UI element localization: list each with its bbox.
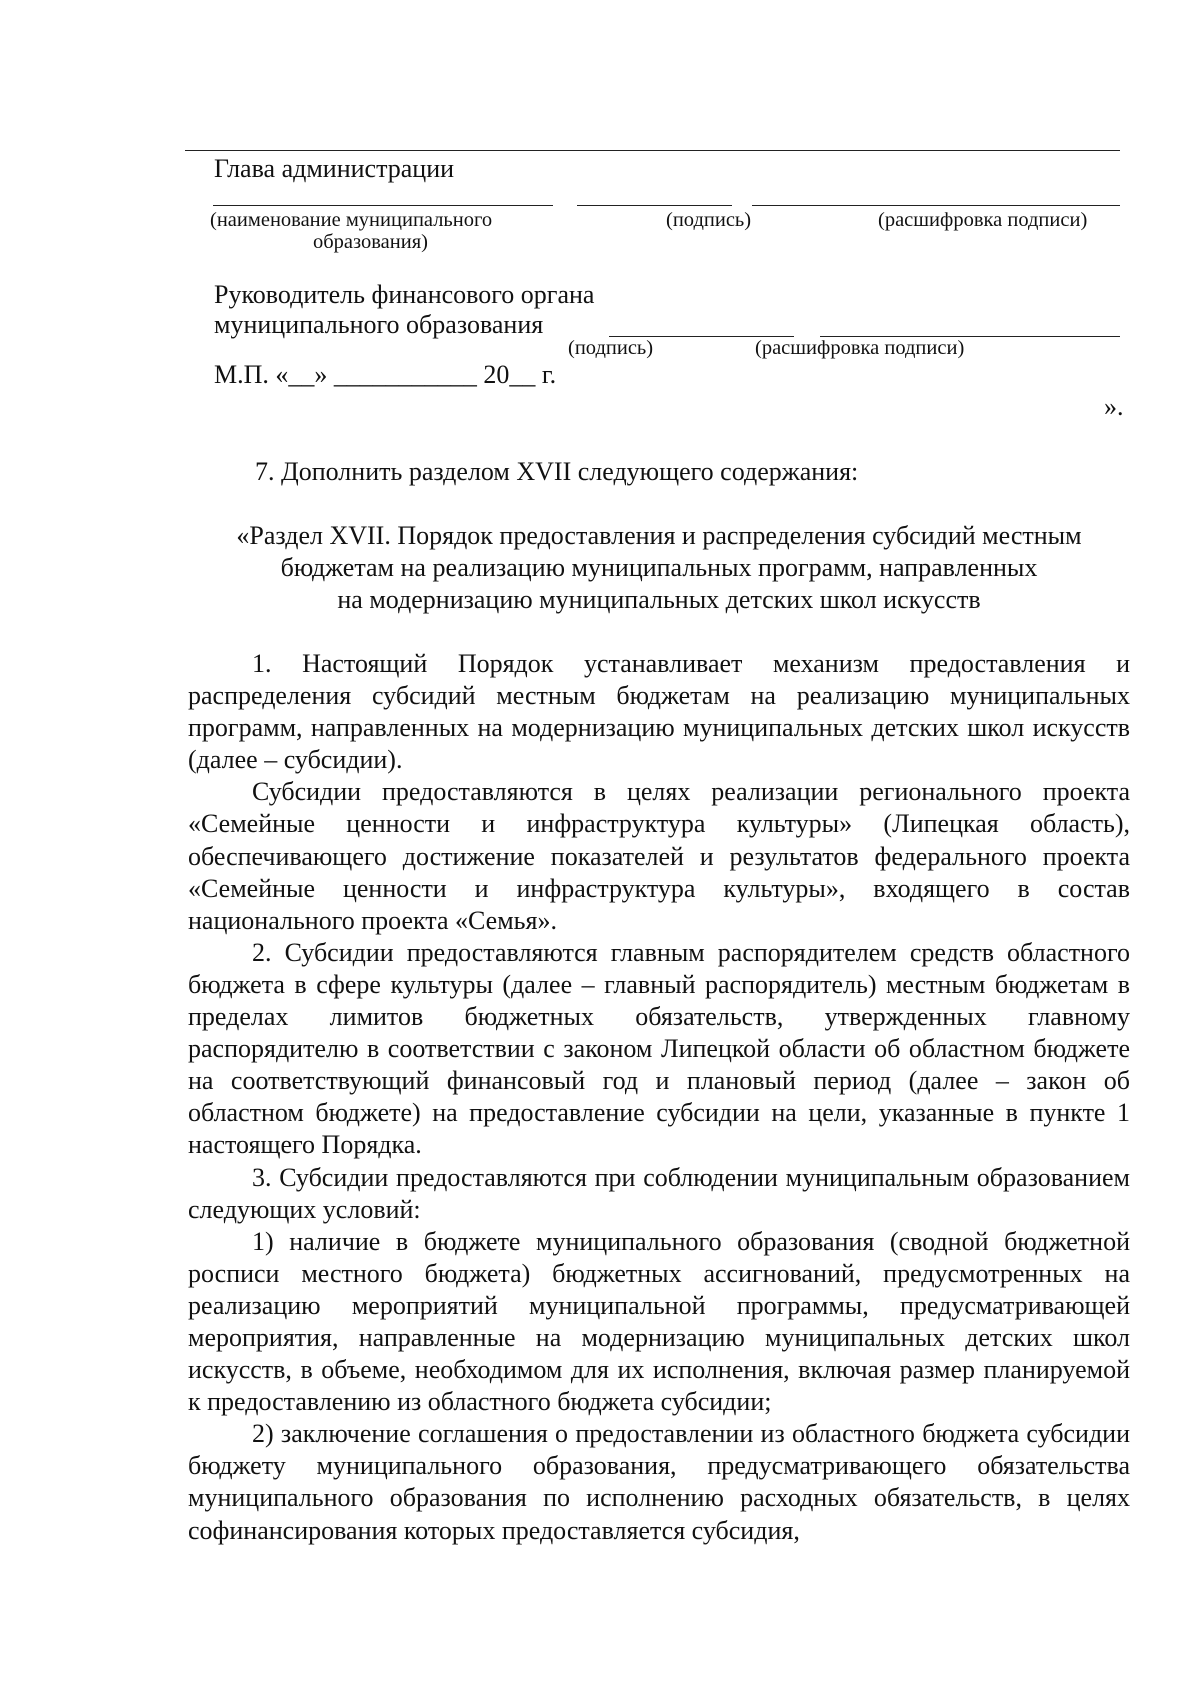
decoding-line	[752, 205, 1120, 206]
finance-title-2: муниципального образования	[214, 310, 544, 339]
head-caption-signature: (подпись)	[666, 209, 752, 231]
finance-caption-decoding: (расшифровка подписи)	[755, 337, 965, 359]
head-title: Глава администрации	[214, 154, 455, 183]
head-caption-decoding: (расшифровка подписи)	[878, 209, 1088, 231]
paragraph-1: 1. Настоящий Порядок устанавливает механизм предоставления и распределения субсидий местным бюджетам на реализацию муниципальных программ, направленных на модернизацию муниципальных детских школ искусств (далее – субсидии).	[188, 649, 1130, 775]
section-title-line-3: на модернизацию муниципальных детских школ искусств	[337, 585, 981, 614]
signature-line	[577, 205, 732, 206]
closing-quote: ».	[1104, 392, 1124, 421]
paragraph-6: 2) заключение соглашения о предоставлении из областного бюджета субсидии бюджету муниципального образования, предусматривающего обязательства муниципального образования по исполнению расходных обязательств, в целях софинансирования которых предоставляется субсидия,	[188, 1419, 1130, 1545]
top-rule	[185, 150, 1120, 151]
paragraph-4: 3. Субсидии предоставляются при соблюдении муниципальным образованием следующих условий:	[188, 1162, 1130, 1224]
paragraph-2: Субсидии предоставляются в целях реализации регионального проекта «Семейные ценности и инфраструктура культуры» (Липецкая область), обеспечивающего достижение показателей и результатов федерального проекта «Семейные ценности и инфраструктура культуры», входящего в состав национального проекта «Семья».	[188, 777, 1130, 935]
paragraph-3: 2. Субсидии предоставляются главным распорядителем средств областного бюджета в сфере культуры (далее – главный распорядитель) местным бюджетам в пределах лимитов бюджетных обязательств, утвержденных главному распорядителю в соответствии с законом Липецкой области об областном бюджете на соответствующий финансовый год и плановый период (далее – закон об областном бюджете) на предоставление субсидии на цели, указанные в пункте 1 настоящего Порядка.	[188, 937, 1130, 1160]
body-text	[188, 648, 1130, 1547]
section-title-line-2: бюджетам на реализацию муниципальных программ, направленных	[280, 553, 1038, 582]
name-line	[213, 205, 553, 206]
finance-title-1: Руководитель финансового органа	[214, 280, 595, 309]
section-title	[188, 520, 1130, 616]
section-title-line-1: «Раздел XVII. Порядок предоставления и распределения субсидий местным	[236, 521, 1082, 550]
paragraph-5: 1) наличие в бюджете муниципального образования (сводной бюджетной росписи местного бюджета) бюджетных ассигнований, предусмотренных на реализацию мероприятий муниципальной программы, предусматривающей мероприятия, направленные на модернизацию муниципальных детских школ искусств, в объеме, необходимом для их исполнения, включая размер планируемой к предоставлению из областного бюджета субсидии;	[188, 1226, 1130, 1417]
finance-caption-signature: (подпись)	[568, 337, 654, 359]
head-caption-name-1: (наименование муниципального	[210, 209, 493, 231]
amendment-intro: 7. Дополнить разделом XVII следующего содержания:	[255, 457, 859, 486]
head-caption-name-2: образования)	[313, 231, 428, 253]
seal-date: М.П. «__» ___________ 20__ г.	[214, 360, 557, 389]
